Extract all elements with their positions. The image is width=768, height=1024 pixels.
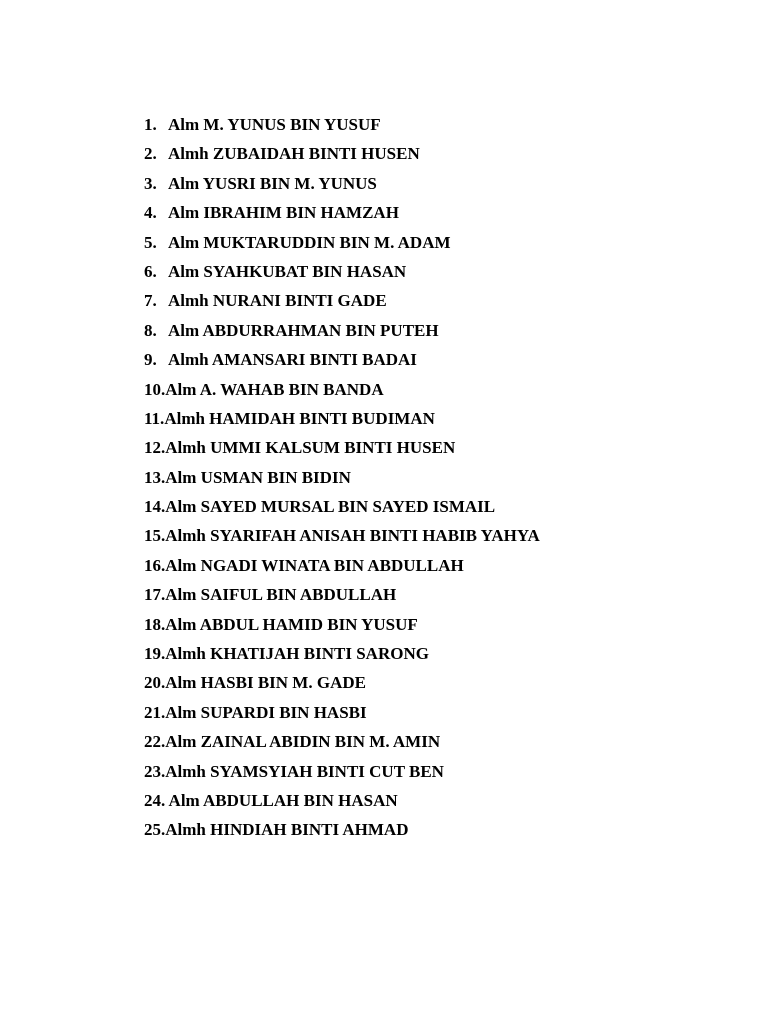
item-number: 9. (144, 350, 157, 370)
list-item (144, 639, 540, 668)
item-text: Alm USMAN BIN BIDIN (165, 467, 351, 487)
list-item (144, 521, 540, 550)
list-item (144, 139, 540, 168)
item-text: Alm NGADI WINATA BIN ABDULLAH (165, 555, 464, 575)
item-text: Alm SUPARDI BIN HASBI (165, 702, 367, 722)
list-item (144, 668, 540, 697)
item-text: Alm SAYED MURSAL BIN SAYED ISMAIL (165, 497, 496, 517)
item-text: Alm YUSRI BIN M. YUNUS (168, 173, 377, 193)
item-number: 5. (144, 232, 157, 252)
item-text: Alm MUKTARUDDIN BIN M. ADAM (168, 232, 451, 252)
item-text: Alm M. YUNUS BIN YUSUF (168, 115, 381, 134)
item-text: Almh KHATIJAH BINTI SARONG (165, 644, 429, 664)
list-item (144, 786, 540, 815)
item-number: 10. (144, 379, 166, 399)
item-text: Alm A. WAHAB BIN BANDA (165, 379, 384, 399)
item-number: 15. (144, 526, 166, 546)
item-number: 22. (144, 732, 166, 752)
item-text: Alm ZAINAL ABIDIN BIN M. AMIN (165, 732, 441, 752)
item-text: Almh NURANI BINTI GADE (168, 291, 387, 311)
list-item (144, 404, 540, 433)
item-text: Alm HASBI BIN M. GADE (165, 673, 366, 693)
item-number: 1. (144, 115, 157, 134)
item-number: 13. (144, 467, 166, 487)
item-number: 20. (144, 673, 166, 693)
item-number: 12. (144, 438, 166, 458)
list-item (144, 345, 540, 374)
list-item (144, 257, 540, 286)
item-text: Almh UMMI KALSUM BINTI HUSEN (165, 438, 456, 458)
item-text: Alm ABDURRAHMAN BIN PUTEH (168, 320, 439, 340)
item-text: Alm SAIFUL BIN ABDULLAH (165, 585, 397, 605)
item-text: Almh SYARIFAH ANISAH BINTI HABIB YAHYA (165, 526, 540, 546)
item-number: 19. (144, 644, 166, 664)
list-item (144, 580, 540, 609)
list-item (144, 727, 540, 756)
item-number: 3. (144, 173, 157, 193)
item-number: 24. (144, 790, 166, 810)
item-number: 21. (144, 702, 166, 722)
item-number: 25. (144, 820, 166, 840)
item-text: Alm IBRAHIM BIN HAMZAH (168, 203, 399, 223)
item-text: Almh SYAMSYIAH BINTI CUT BEN (165, 761, 444, 781)
list-item (144, 316, 540, 345)
list-item (144, 610, 540, 639)
list-item (144, 698, 540, 727)
item-number: 14. (144, 497, 166, 517)
name-list (144, 110, 540, 845)
list-item (144, 815, 540, 844)
item-number: 16. (144, 555, 166, 575)
list-item (144, 551, 540, 580)
list-item (144, 169, 540, 198)
list-item (144, 286, 540, 315)
list-item (144, 757, 540, 786)
item-number: 2. (144, 144, 157, 164)
item-number: 18. (144, 614, 166, 634)
list-item (144, 375, 540, 404)
item-text: Alm SYAHKUBAT BIN HASAN (168, 261, 407, 281)
item-number: 8. (144, 320, 157, 340)
item-number: 11. (144, 408, 165, 428)
item-text: Alm ABDUL HAMID BIN YUSUF (165, 614, 418, 634)
list-item (144, 433, 540, 462)
item-text: Almh HAMIDAH BINTI BUDIMAN (164, 408, 435, 428)
list-item (144, 492, 540, 521)
item-number: 6. (144, 261, 157, 281)
item-number: 4. (144, 203, 157, 223)
item-text: Almh HINDIAH BINTI AHMAD (165, 820, 409, 840)
item-text: Alm ABDULLAH BIN HASAN (165, 790, 398, 810)
list-item (144, 228, 540, 257)
item-number: 7. (144, 291, 157, 311)
item-number: 23. (144, 761, 166, 781)
list-item (144, 198, 540, 227)
item-text: Almh AMANSARI BINTI BADAI (168, 350, 417, 370)
list-item (144, 463, 540, 492)
list-item (144, 110, 540, 139)
item-number: 17. (144, 585, 166, 605)
item-text: Almh ZUBAIDAH BINTI HUSEN (168, 144, 420, 164)
